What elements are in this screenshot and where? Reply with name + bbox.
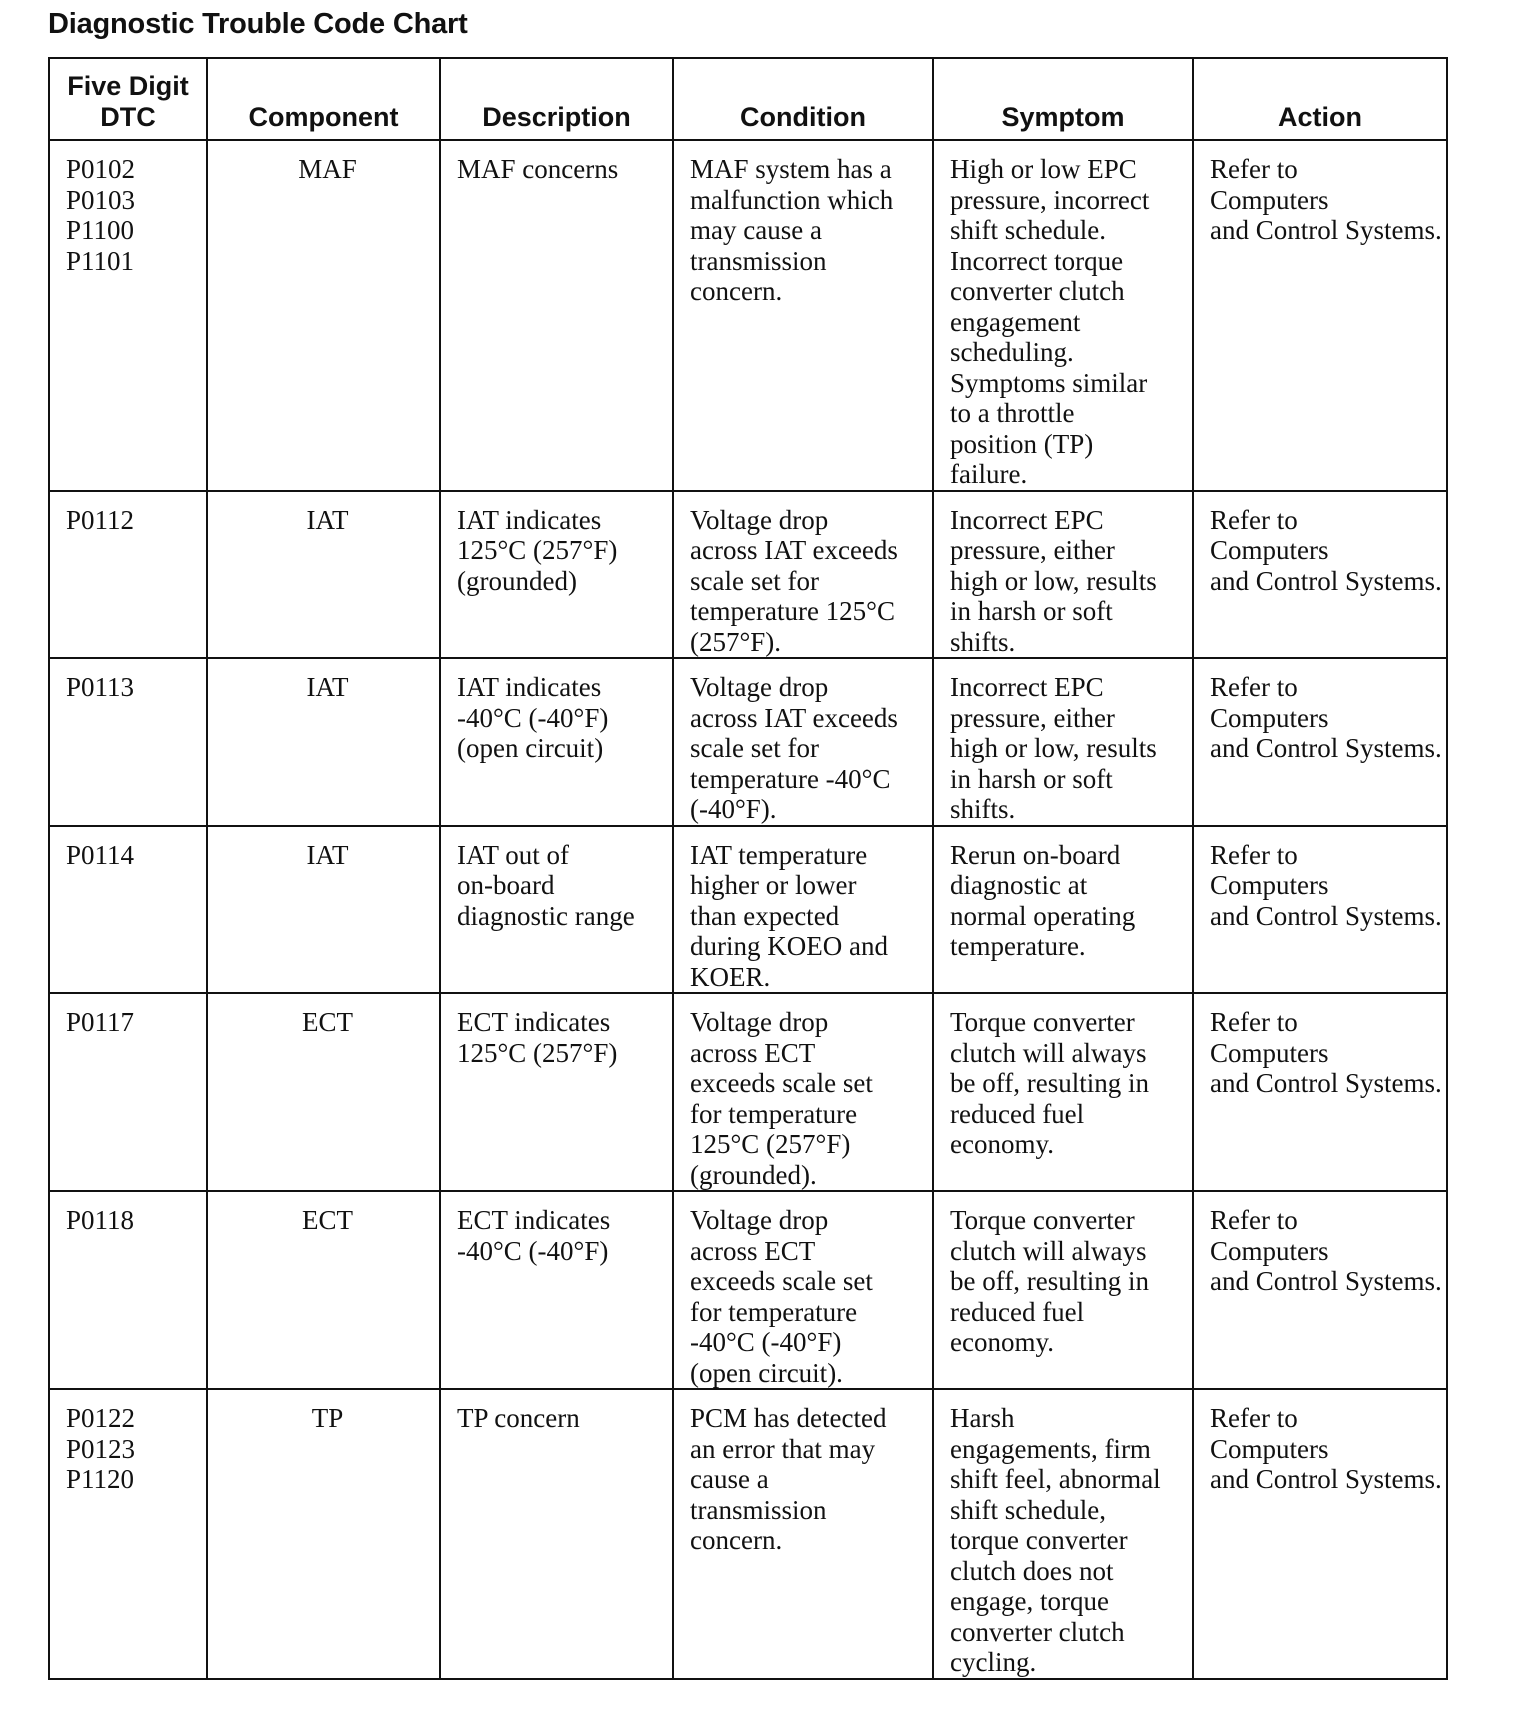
symptom-line: shift schedule, bbox=[950, 1494, 1106, 1525]
header-component: Component bbox=[207, 58, 440, 140]
condition-line: across ECT bbox=[690, 1037, 816, 1068]
condition-line: transmission bbox=[690, 245, 827, 276]
symptom-line: be off, resulting in bbox=[950, 1266, 1149, 1296]
dtc-cell bbox=[49, 993, 207, 1191]
description-cell bbox=[440, 826, 673, 994]
condition-cell bbox=[673, 826, 933, 994]
action-line: and Control Systems. bbox=[1210, 215, 1442, 245]
header-symptom: Symptom bbox=[933, 58, 1193, 140]
symptom-cell bbox=[933, 140, 1193, 491]
condition-line: (grounded). bbox=[690, 1159, 817, 1190]
symptom-line: be off, resulting in bbox=[950, 1068, 1149, 1098]
action-cell bbox=[1193, 826, 1447, 994]
symptom-line: High or low EPC bbox=[950, 154, 1137, 184]
symptom-line: cycling. bbox=[950, 1647, 1037, 1677]
action-line: Computers bbox=[1210, 1433, 1329, 1464]
condition-line: higher or lower bbox=[690, 870, 857, 900]
condition-line: temperature -40°C bbox=[690, 763, 891, 794]
condition-line: Voltage drop bbox=[690, 1205, 829, 1235]
description-line: (open circuit) bbox=[457, 733, 604, 763]
dtc-cell bbox=[49, 491, 207, 659]
action-line: and Control Systems. bbox=[1210, 1266, 1442, 1296]
condition-line: transmission bbox=[690, 1494, 827, 1525]
header-dtc-line: DTC bbox=[100, 102, 156, 132]
dtc-code: P0123 bbox=[66, 1433, 136, 1464]
symptom-line: clutch does not bbox=[950, 1555, 1114, 1586]
condition-line: malfunction which bbox=[690, 184, 894, 215]
symptom-cell bbox=[933, 491, 1193, 659]
symptom-line: pressure, either bbox=[950, 702, 1115, 733]
condition-line: temperature 125°C bbox=[690, 596, 895, 626]
symptom-line: shift schedule. bbox=[950, 215, 1106, 245]
symptom-line: economy. bbox=[950, 1327, 1054, 1357]
action-line: and Control Systems. bbox=[1210, 1464, 1442, 1494]
action-cell bbox=[1193, 993, 1447, 1191]
condition-line: scale set for bbox=[690, 565, 819, 596]
action-line: Refer to bbox=[1210, 1205, 1298, 1235]
dtc-table bbox=[48, 57, 1448, 1680]
description-line: ECT indicates bbox=[457, 1007, 611, 1037]
condition-cell bbox=[673, 658, 933, 826]
action-line: Computers bbox=[1210, 184, 1329, 215]
dtc-cell bbox=[49, 1389, 207, 1679]
action-cell bbox=[1193, 140, 1447, 491]
condition-line: during KOEO and bbox=[690, 931, 888, 961]
action-cell bbox=[1193, 1191, 1447, 1389]
condition-line: concern. bbox=[690, 276, 783, 306]
condition-line: (257°F). bbox=[690, 626, 782, 657]
condition-line: Voltage drop bbox=[690, 1007, 829, 1037]
symptom-line: reduced fuel bbox=[950, 1296, 1085, 1327]
condition-line: across IAT exceeds bbox=[690, 535, 898, 565]
condition-line: an error that may bbox=[690, 1433, 876, 1464]
action-line: Refer to bbox=[1210, 504, 1298, 535]
component-cell: MAF bbox=[207, 140, 440, 491]
symptom-line: Torque converter bbox=[950, 1205, 1135, 1235]
symptom-line: Incorrect EPC bbox=[950, 672, 1104, 702]
table-row bbox=[49, 140, 1447, 491]
description-line: diagnostic range bbox=[457, 900, 635, 931]
action-cell bbox=[1193, 1389, 1447, 1679]
condition-line: (open circuit). bbox=[690, 1357, 843, 1388]
symptom-line: shifts. bbox=[950, 626, 1016, 657]
table-row bbox=[49, 658, 1447, 826]
description-line: TP concern bbox=[457, 1403, 580, 1433]
symptom-cell bbox=[933, 658, 1193, 826]
condition-line: -40°C (-40°F) bbox=[690, 1327, 842, 1357]
dtc-cell bbox=[49, 1191, 207, 1389]
page-title: Diagnostic Trouble Code Chart bbox=[48, 8, 468, 40]
symptom-line: Incorrect EPC bbox=[950, 504, 1104, 535]
condition-line: IAT temperature bbox=[690, 839, 868, 870]
description-cell bbox=[440, 140, 673, 491]
symptom-line: in harsh or soft bbox=[950, 596, 1113, 626]
dtc-cell bbox=[49, 658, 207, 826]
dtc-code: P1101 bbox=[66, 245, 135, 276]
dtc-code: P0113 bbox=[66, 672, 135, 702]
symptom-line: torque converter bbox=[950, 1525, 1128, 1555]
description-line: IAT out of bbox=[457, 839, 569, 870]
symptom-line: high or low, results bbox=[950, 733, 1157, 763]
description-cell bbox=[440, 1191, 673, 1389]
action-cell bbox=[1193, 491, 1447, 659]
condition-line: than expected bbox=[690, 900, 840, 931]
component-cell: TP bbox=[207, 1389, 440, 1679]
component-cell: IAT bbox=[207, 491, 440, 659]
description-cell bbox=[440, 1389, 673, 1679]
symptom-line: engagements, firm bbox=[950, 1433, 1151, 1464]
condition-line: concern. bbox=[690, 1525, 783, 1555]
symptom-cell bbox=[933, 826, 1193, 994]
action-line: Computers bbox=[1210, 870, 1329, 900]
symptom-line: high or low, results bbox=[950, 565, 1157, 596]
condition-line: exceeds scale set bbox=[690, 1068, 873, 1098]
condition-line: for temperature bbox=[690, 1098, 858, 1129]
dtc-code: P0114 bbox=[66, 839, 135, 870]
header-dtc-line: Five Digit bbox=[67, 71, 189, 101]
description-cell bbox=[440, 491, 673, 659]
condition-cell bbox=[673, 993, 933, 1191]
condition-line: KOER. bbox=[690, 961, 771, 992]
action-line: Computers bbox=[1210, 702, 1329, 733]
symptom-line: clutch will always bbox=[950, 1037, 1147, 1068]
symptom-line: reduced fuel bbox=[950, 1098, 1085, 1129]
symptom-line: economy. bbox=[950, 1129, 1054, 1159]
description-line: IAT indicates bbox=[457, 504, 602, 535]
symptom-line: shifts. bbox=[950, 794, 1016, 824]
condition-line: for temperature bbox=[690, 1296, 858, 1327]
dtc-code: P1120 bbox=[66, 1464, 135, 1494]
symptom-line: converter clutch bbox=[950, 1616, 1125, 1647]
dtc-code: P0112 bbox=[66, 504, 135, 535]
condition-line: across ECT bbox=[690, 1235, 816, 1266]
action-line: Computers bbox=[1210, 535, 1329, 565]
symptom-line: Torque converter bbox=[950, 1007, 1135, 1037]
component-cell: ECT bbox=[207, 993, 440, 1191]
dtc-cell bbox=[49, 140, 207, 491]
description-line: MAF concerns bbox=[457, 154, 619, 184]
dtc-code: P0122 bbox=[66, 1403, 136, 1433]
table-row bbox=[49, 1191, 1447, 1389]
action-line: Refer to bbox=[1210, 672, 1298, 702]
symptom-line: scheduling. bbox=[950, 337, 1074, 367]
component-cell: IAT bbox=[207, 658, 440, 826]
condition-cell bbox=[673, 491, 933, 659]
action-line: and Control Systems. bbox=[1210, 565, 1442, 596]
dtc-code: P0103 bbox=[66, 184, 136, 215]
table-row bbox=[49, 491, 1447, 659]
condition-line: across IAT exceeds bbox=[690, 702, 898, 733]
action-line: Refer to bbox=[1210, 154, 1298, 184]
condition-cell bbox=[673, 1191, 933, 1389]
dtc-code: P0102 bbox=[66, 154, 136, 184]
condition-cell bbox=[673, 1389, 933, 1679]
symptom-line: Rerun on-board bbox=[950, 839, 1121, 870]
action-line: and Control Systems. bbox=[1210, 1068, 1442, 1098]
condition-line: PCM has detected bbox=[690, 1403, 887, 1433]
description-line: 125°C (257°F) bbox=[457, 1037, 618, 1068]
symptom-line: shift feel, abnormal bbox=[950, 1464, 1161, 1494]
symptom-cell bbox=[933, 1191, 1193, 1389]
symptom-line: in harsh or soft bbox=[950, 763, 1113, 794]
symptom-line: normal operating bbox=[950, 900, 1136, 931]
symptom-line: engage, torque bbox=[950, 1586, 1109, 1616]
action-line: and Control Systems. bbox=[1210, 733, 1442, 763]
action-line: Refer to bbox=[1210, 839, 1298, 870]
header-five-digit-dtc bbox=[49, 58, 207, 140]
dtc-cell bbox=[49, 826, 207, 994]
action-line: Computers bbox=[1210, 1037, 1329, 1068]
symptom-line: position (TP) bbox=[950, 428, 1094, 459]
description-cell bbox=[440, 993, 673, 1191]
condition-cell bbox=[673, 140, 933, 491]
condition-line: MAF system has a bbox=[690, 154, 892, 184]
condition-line: Voltage drop bbox=[690, 504, 829, 535]
description-line: on-board bbox=[457, 870, 555, 900]
table-header-row bbox=[49, 58, 1447, 140]
condition-line: exceeds scale set bbox=[690, 1266, 873, 1296]
description-line: 125°C (257°F) bbox=[457, 535, 618, 565]
action-cell bbox=[1193, 658, 1447, 826]
dtc-code: P0118 bbox=[66, 1205, 135, 1235]
dtc-code: P1100 bbox=[66, 215, 135, 245]
condition-line: (-40°F). bbox=[690, 794, 777, 824]
description-line: -40°C (-40°F) bbox=[457, 1235, 609, 1266]
table-row bbox=[49, 826, 1447, 994]
condition-line: 125°C (257°F) bbox=[690, 1129, 851, 1159]
action-line: and Control Systems. bbox=[1210, 900, 1442, 931]
symptom-line: Incorrect torque bbox=[950, 245, 1124, 276]
condition-line: may cause a bbox=[690, 215, 822, 245]
action-line: Refer to bbox=[1210, 1007, 1298, 1037]
symptom-line: Harsh bbox=[950, 1403, 1015, 1433]
symptom-line: failure. bbox=[950, 459, 1028, 489]
table-row bbox=[49, 1389, 1447, 1679]
component-cell: ECT bbox=[207, 1191, 440, 1389]
header-action: Action bbox=[1193, 58, 1447, 140]
description-cell bbox=[440, 658, 673, 826]
symptom-line: Symptoms similar bbox=[950, 367, 1148, 398]
symptom-line: engagement bbox=[950, 306, 1081, 337]
description-line: -40°C (-40°F) bbox=[457, 702, 609, 733]
symptom-line: converter clutch bbox=[950, 276, 1125, 306]
header-description: Description bbox=[440, 58, 673, 140]
condition-line: cause a bbox=[690, 1464, 769, 1494]
symptom-line: clutch will always bbox=[950, 1235, 1147, 1266]
dtc-code: P0117 bbox=[66, 1007, 135, 1037]
description-line: IAT indicates bbox=[457, 672, 602, 702]
symptom-line: to a throttle bbox=[950, 398, 1075, 428]
action-line: Refer to bbox=[1210, 1403, 1298, 1433]
action-line: Computers bbox=[1210, 1235, 1329, 1266]
condition-line: scale set for bbox=[690, 733, 819, 763]
header-condition: Condition bbox=[673, 58, 933, 140]
symptom-cell bbox=[933, 993, 1193, 1191]
table-row bbox=[49, 993, 1447, 1191]
condition-line: Voltage drop bbox=[690, 672, 829, 702]
symptom-line: diagnostic at bbox=[950, 870, 1088, 900]
symptom-cell bbox=[933, 1389, 1193, 1679]
symptom-line: pressure, incorrect bbox=[950, 184, 1150, 215]
component-cell: IAT bbox=[207, 826, 440, 994]
symptom-line: pressure, either bbox=[950, 535, 1115, 565]
description-line: ECT indicates bbox=[457, 1205, 611, 1235]
symptom-line: temperature. bbox=[950, 931, 1086, 961]
description-line: (grounded) bbox=[457, 565, 577, 596]
